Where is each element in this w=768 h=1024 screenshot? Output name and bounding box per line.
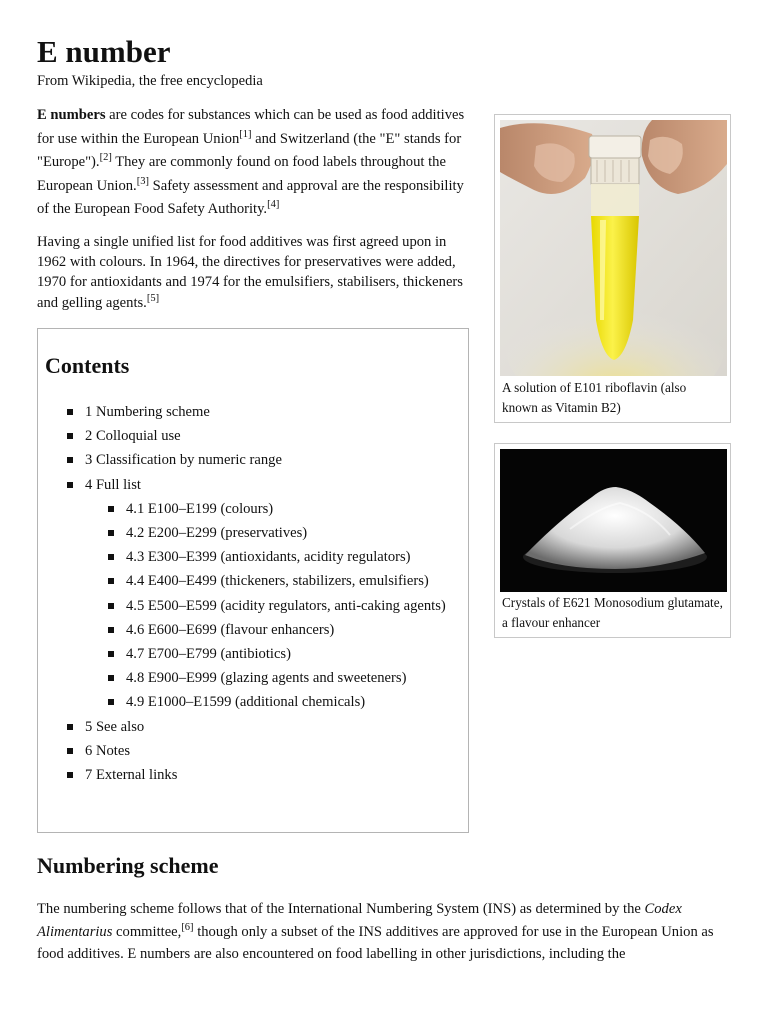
reference-link-3[interactable]: [3] <box>136 175 149 187</box>
reference-link-1[interactable]: [1] <box>239 128 252 140</box>
toc-subitem <box>126 618 465 642</box>
toc-title: Contents <box>45 353 130 378</box>
numbering-text-a: The numbering scheme follows that of the International Numbering System (INS) as determined by the <box>37 901 645 917</box>
toc-item <box>85 739 465 763</box>
intro-text-d: Safety assessment and approval are the responsibility of the European Food Safety Authority. <box>37 177 464 217</box>
toc-subitem <box>126 521 465 545</box>
page-subtitle: From Wikipedia, the free encyclopedia <box>37 73 263 89</box>
codex-alimentarius: Codex Alimentarius <box>37 901 682 940</box>
intro-text-a: are codes for substances which can be used as food additives for use within the European Union <box>37 107 465 147</box>
section-heading-numbering: Numbering scheme <box>37 853 219 878</box>
toc-subitem <box>126 642 465 666</box>
intro-paragraph-1 <box>37 104 469 222</box>
reference-link-4[interactable]: [4] <box>267 199 280 210</box>
toc-link[interactable]: 4 Full list <box>85 476 141 493</box>
toc-sublink[interactable]: 4.8 E900–E999 (glazing agents and sweeteners) <box>126 670 407 687</box>
toc-subitem <box>126 497 465 521</box>
msg-caption: Crystals of E621 Monosodium glutamate, a flavour enhancer <box>502 595 723 630</box>
reference-link-6[interactable]: [6] <box>181 921 194 933</box>
table-of-contents <box>37 328 469 833</box>
intro-term: E numbers <box>37 107 106 123</box>
toc-subitem <box>126 545 465 569</box>
toc-link[interactable]: 3 Classification by numeric range <box>85 452 282 469</box>
toc-sublink[interactable]: 4.3 E300–E399 (antioxidants, acidity regulators) <box>126 549 411 566</box>
toc-sublink[interactable]: 4.7 E700–E799 (antibiotics) <box>126 646 291 663</box>
intro-paragraph-2 <box>37 232 469 313</box>
page-title: E number <box>37 34 171 69</box>
toc-link[interactable]: 6 Notes <box>85 742 130 759</box>
toc-subitem <box>126 666 465 690</box>
numbering-text-b: committee, <box>112 923 182 940</box>
toc-item <box>85 448 465 472</box>
intro-history-text: Having a single unified list for food additives was first agreed upon in 1962 with colours. In 1964, the directives for preservatives were added, 1970 for antioxidants and 1974 for the emulsifiers, stabilisers, thickeners and gelling agents. <box>37 234 463 311</box>
toc-subitem <box>126 594 465 618</box>
toc-item <box>85 763 465 787</box>
toc-link[interactable]: 5 See also <box>85 718 145 735</box>
riboflavin-image[interactable] <box>500 120 727 376</box>
intro-text-c: They are commonly found on food labels throughout the European Union. <box>37 154 446 194</box>
numbering-text-c: though only a subset of the INS additives are approved for use in the European Union as food additives. E numbers are also encountered on food labelling in other jurisdictions, including the <box>37 923 714 963</box>
numbering-paragraph <box>37 898 727 966</box>
toc-subitem <box>126 690 465 714</box>
toc-sublink[interactable]: 4.1 E100–E199 (colours) <box>126 500 274 517</box>
toc-link[interactable]: 2 Colloquial use <box>85 428 181 445</box>
toc-sublist <box>126 497 465 715</box>
toc-link[interactable]: 7 External links <box>85 767 178 784</box>
toc-subitem <box>126 569 465 593</box>
toc-item <box>85 424 465 448</box>
figure-riboflavin <box>494 114 731 423</box>
reference-link-2[interactable]: [2] <box>99 152 112 163</box>
toc-link[interactable]: 1 Numbering scheme <box>85 404 210 420</box>
toc-sublink[interactable]: 4.5 E500–E599 (acidity regulators, anti-caking agents) <box>126 597 446 614</box>
riboflavin-caption: A solution of E101 riboflavin (also known as Vitamin B2) <box>502 380 687 415</box>
toc-item <box>85 473 465 715</box>
toc-sublink[interactable]: 4.6 E600–E699 (flavour enhancers) <box>126 621 335 638</box>
toc-sublink[interactable]: 4.9 E1000–E1599 (additional chemicals) <box>126 694 366 711</box>
toc-item <box>85 400 465 424</box>
toc-sublink[interactable]: 4.4 E400–E499 (thickeners, stabilizers, emulsifiers) <box>126 573 429 590</box>
toc-list <box>85 400 465 787</box>
reference-link-5[interactable]: [5] <box>146 292 160 304</box>
toc-sublink[interactable]: 4.2 E200–E299 (preservatives) <box>126 525 308 542</box>
toc-item <box>85 715 465 739</box>
msg-crystals-image[interactable] <box>500 449 727 592</box>
intro-text-b: and Switzerland (the "E" stands for "Europe"). <box>37 130 462 170</box>
figure-msg <box>494 443 731 638</box>
